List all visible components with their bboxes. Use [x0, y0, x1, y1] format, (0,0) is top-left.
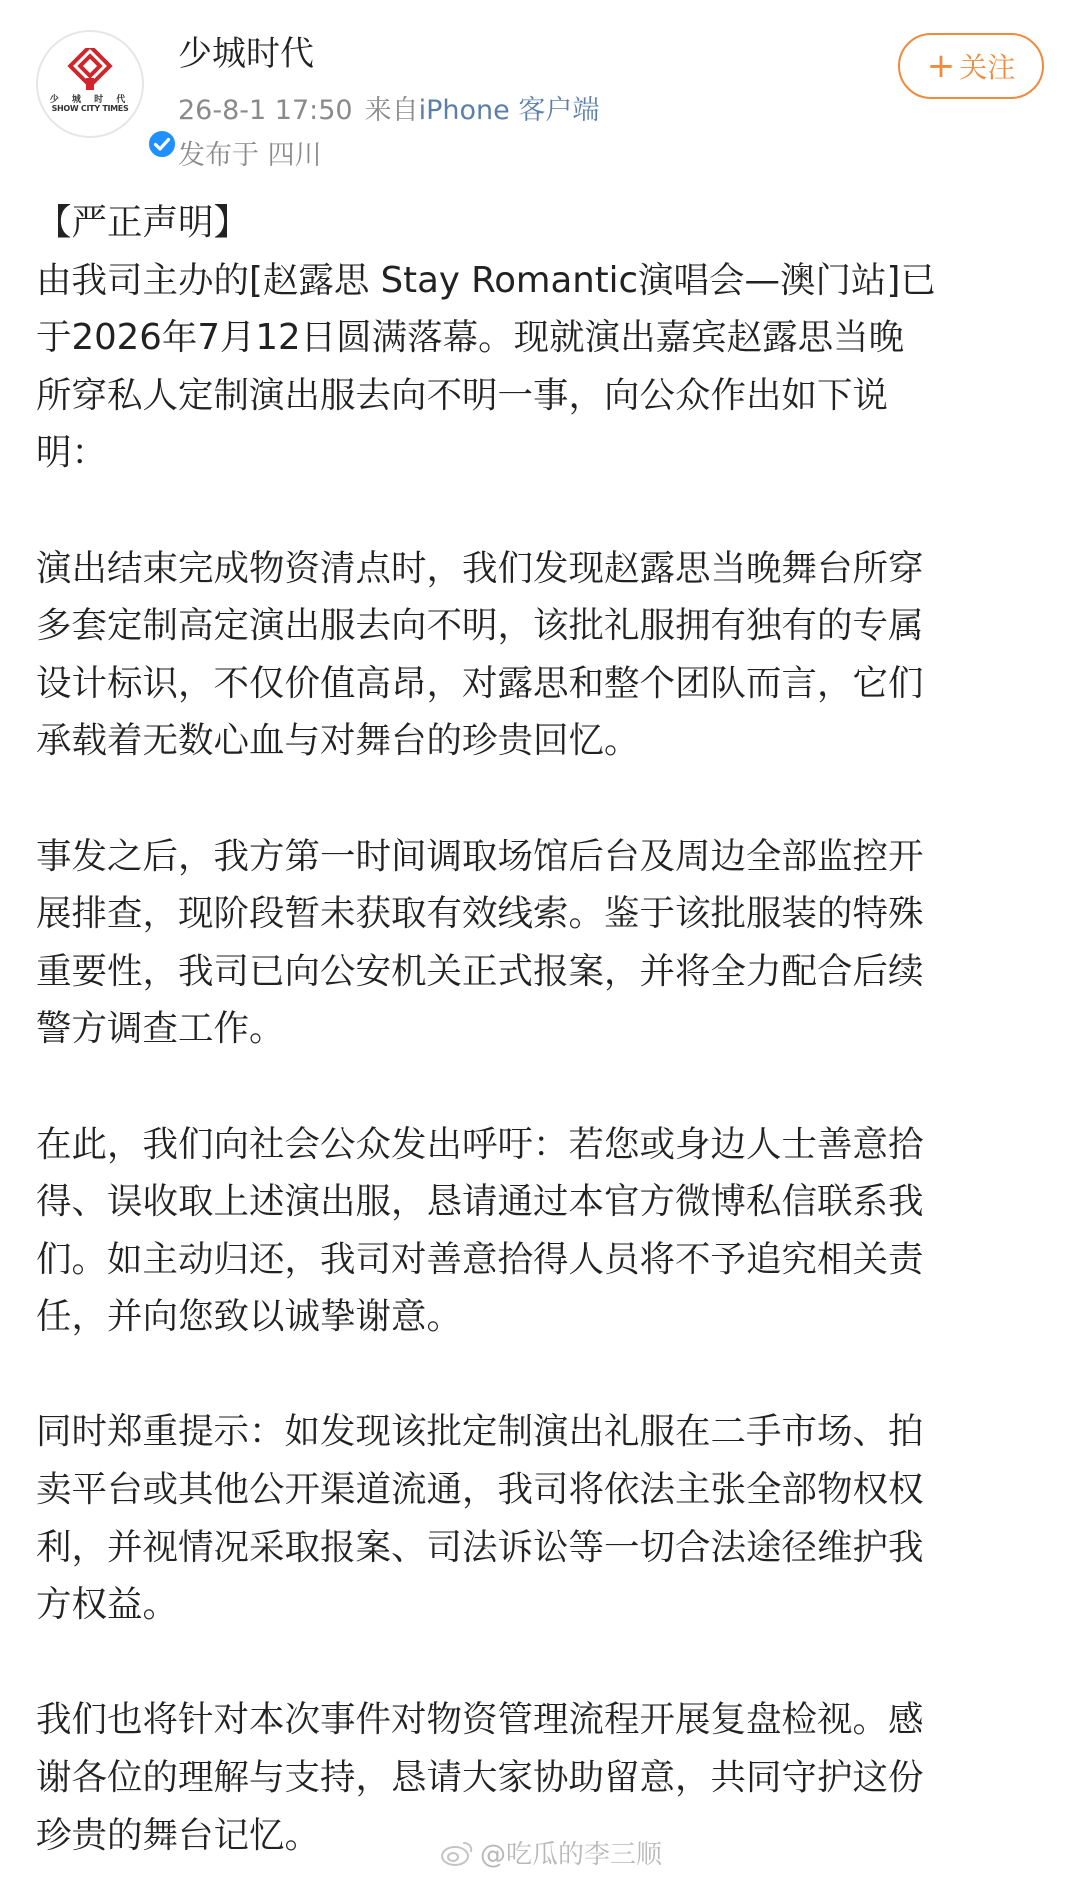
content-line: 同时郑重提示：如发现该批定制演出礼服在二手市场、拍 [36, 1411, 924, 1453]
content-line: 设计标识，不仅价值高昂，对露思和整个团队而言，它们 [36, 662, 924, 704]
post-source-device[interactable]: iPhone 客户端 [418, 95, 600, 126]
follow-label: 关注 [959, 51, 1016, 84]
post-meta [178, 88, 599, 127]
avatar[interactable] [36, 30, 144, 138]
post-header [0, 0, 1080, 170]
content-line: 事发之后，我方第一时间调取场馆后台及周边全部监控开 [36, 835, 924, 877]
avatar-image [38, 32, 142, 136]
avatar-logo-cn: 少 城 时 代 [49, 95, 131, 105]
content-line: 我们也将针对本次事件对物资管理流程开展复盘检视。感 [36, 1699, 924, 1741]
watermark [440, 1834, 662, 1871]
content-line: 在此，我们向社会公众发出呼吁：若您或身边人士善意拾 [36, 1123, 924, 1165]
content-line: 珍贵的舞台记忆。 [36, 1814, 321, 1856]
post-source-prefix: 来自 [364, 95, 419, 126]
weibo-logo-icon [440, 1839, 474, 1867]
avatar-logo-en: SHOW CITY TIMES [51, 104, 129, 113]
content-line: 方权益。 [36, 1584, 179, 1626]
content-line: 所穿私人定制演出服去向不明一事，向公众作出如下说 [36, 374, 889, 416]
content-line: 们。如主动归还，我司对善意拾得人员将不予追究相关责 [36, 1238, 924, 1280]
paragraph-gap [36, 1346, 1046, 1404]
post-time: 26-8-1 17:50 [178, 95, 353, 126]
content-line: 于2026年7月12日圆满落幕。现就演出嘉宾赵露思当晚 [36, 317, 905, 359]
content-line: 承载着无数心血与对舞台的珍贵回忆。 [36, 720, 640, 762]
content-line: 警方调查工作。 [36, 1008, 285, 1050]
paragraph-gap [36, 1634, 1046, 1692]
content-line: 得、误收取上述演出服，恳请通过本官方微博私信联系我 [36, 1181, 924, 1223]
paragraph-gap [36, 482, 1046, 540]
content-line: 重要性，我司已向公安机关正式报案，并将全力配合后续 [36, 950, 924, 992]
paragraph-gap [36, 770, 1046, 828]
content-line: 展排查，现阶段暂未获取有效线索。鉴于该批服装的特殊 [36, 893, 924, 935]
content-line: 【严正声明】 [36, 202, 250, 243]
post-location: 发布于 四川 [178, 140, 322, 171]
content-line: 卖平台或其他公开渠道流通，我司将依法主张全部物权权 [36, 1469, 924, 1511]
content-line: 谢各位的理解与支持，恳请大家协助留意，共同守护这份 [36, 1757, 924, 1799]
watermark-text: @吃瓜的李三顺 [480, 1840, 663, 1870]
content-line: 演出结束完成物资清点时，我们发现赵露思当晚舞台所穿 [36, 547, 924, 589]
content-line: 明： [36, 432, 108, 474]
content-line: 多套定制高定演出服去向不明，该批礼服拥有独有的专属 [36, 605, 924, 647]
content-line: 任，并向您致以诚挚谢意。 [36, 1296, 463, 1338]
author-name[interactable]: 少城时代 [178, 34, 314, 74]
paragraph-gap [36, 1058, 1046, 1116]
follow-button[interactable] [898, 33, 1044, 99]
content-line: 由我司主办的[赵露思 Stay Romantic演唱会—澳门站]已 [36, 259, 936, 301]
content-line: 利，并视情况采取报案、司法诉讼等一切合法途径维护我 [36, 1526, 924, 1568]
post-content [36, 194, 1046, 1864]
verified-check-icon [146, 128, 178, 160]
show-city-logo-icon [66, 48, 114, 94]
plus-icon: + [926, 46, 956, 86]
